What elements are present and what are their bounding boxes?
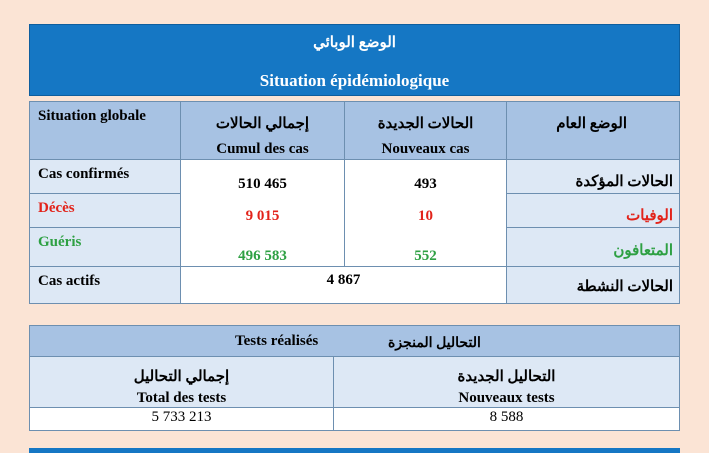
- tests-total-ar: إجمالي التحاليل: [133, 369, 230, 385]
- grid-line: [30, 407, 679, 408]
- tests-title-ar: التحاليل المنجزة: [388, 336, 481, 351]
- label-ar-confirmes: الحالات المؤكدة: [575, 174, 673, 190]
- grid-line: [30, 266, 679, 267]
- header-cell-cumul: [181, 102, 344, 159]
- grid-line: [180, 102, 181, 303]
- value-actifs: 4 867: [326, 272, 361, 288]
- value-nouveaux-deces: 10: [418, 208, 433, 224]
- title-french: Situation épidémiologique: [259, 71, 450, 90]
- grid-line: [30, 356, 679, 357]
- cumul-label-ar: إجمالي الحالات: [215, 116, 310, 132]
- tests-title-fr: Tests réalisés: [235, 333, 319, 349]
- tests-total-fr: Total des tests: [136, 390, 227, 406]
- row-label-gueris: [30, 228, 180, 266]
- nouveaux-label-fr: Nouveaux cas: [381, 141, 470, 157]
- title-arabic: الوضع الوبائي: [313, 35, 396, 51]
- header-cell-situation-globale: [30, 102, 180, 159]
- value-cumul-gueris: 496 583: [238, 248, 287, 264]
- header-cell-nouveaux: [345, 102, 506, 159]
- row-label-ar-deces: [507, 194, 679, 227]
- row-label-ar-confirmes: [507, 160, 679, 193]
- label-fr-deces: Décès: [38, 200, 75, 216]
- header-label-ar: الوضع العام: [556, 116, 627, 132]
- grid-line: [506, 227, 679, 228]
- row-label-ar-actifs: [507, 267, 679, 303]
- tests-nouveaux-ar: التحاليل الجديدة: [457, 369, 556, 385]
- grid-line: [333, 356, 334, 430]
- bottom-bar: [29, 448, 680, 453]
- cell-nouveaux-confirmes: [345, 160, 506, 193]
- value-nouveaux-confirmes: 493: [414, 176, 437, 192]
- tests-nouveaux-fr: Nouveaux tests: [458, 390, 555, 406]
- label-fr-gueris: Guéris: [38, 234, 82, 250]
- cell-cumul-deces: [181, 194, 344, 227]
- grid-line: [30, 227, 180, 228]
- header-label-fr: Situation globale: [38, 108, 146, 124]
- grid-line: [344, 102, 345, 267]
- cell-value-actifs: [181, 267, 506, 303]
- cumul-label-fr: Cumul des cas: [216, 141, 309, 157]
- cell-cumul-confirmes: [181, 160, 344, 193]
- cell-cumul-gueris: [181, 228, 344, 266]
- value-nouveaux-gueris: 552: [414, 248, 437, 264]
- row-label-actifs: [30, 267, 180, 303]
- page-header: [29, 24, 680, 96]
- row-label-confirmes: [30, 160, 180, 193]
- tests-total-value: 5 733 213: [151, 409, 212, 425]
- tests-table: [29, 325, 680, 431]
- tests-total-header: [30, 357, 333, 407]
- cell-nouveaux-gueris: [345, 228, 506, 266]
- nouveaux-label-ar: الحالات الجديدة: [377, 116, 474, 132]
- situation-table: [29, 101, 680, 304]
- grid-line: [30, 159, 679, 160]
- label-ar-gueris: المتعافون: [613, 243, 673, 259]
- tests-nouveaux-value: 8 588: [489, 409, 524, 425]
- cell-nouveaux-deces: [345, 194, 506, 227]
- grid-line: [30, 193, 180, 194]
- label-ar-deces: الوفيات: [626, 208, 673, 224]
- value-cumul-deces: 9 015: [245, 208, 280, 224]
- label-fr-actifs: Cas actifs: [38, 273, 101, 289]
- tests-total-value-cell: [30, 408, 333, 430]
- label-fr-confirmes: Cas confirmés: [38, 166, 130, 182]
- tests-nouveaux-header: [334, 357, 679, 407]
- value-cumul-confirmes: 510 465: [238, 176, 287, 192]
- header-cell-situation-ar: [507, 102, 679, 159]
- tests-nouveaux-value-cell: [334, 408, 679, 430]
- grid-line: [506, 193, 679, 194]
- label-ar-actifs: الحالات النشطة: [576, 279, 673, 295]
- row-label-ar-gueris: [507, 228, 679, 266]
- tests-title-row: [30, 326, 679, 356]
- grid-line: [506, 102, 507, 303]
- row-label-deces: [30, 194, 180, 227]
